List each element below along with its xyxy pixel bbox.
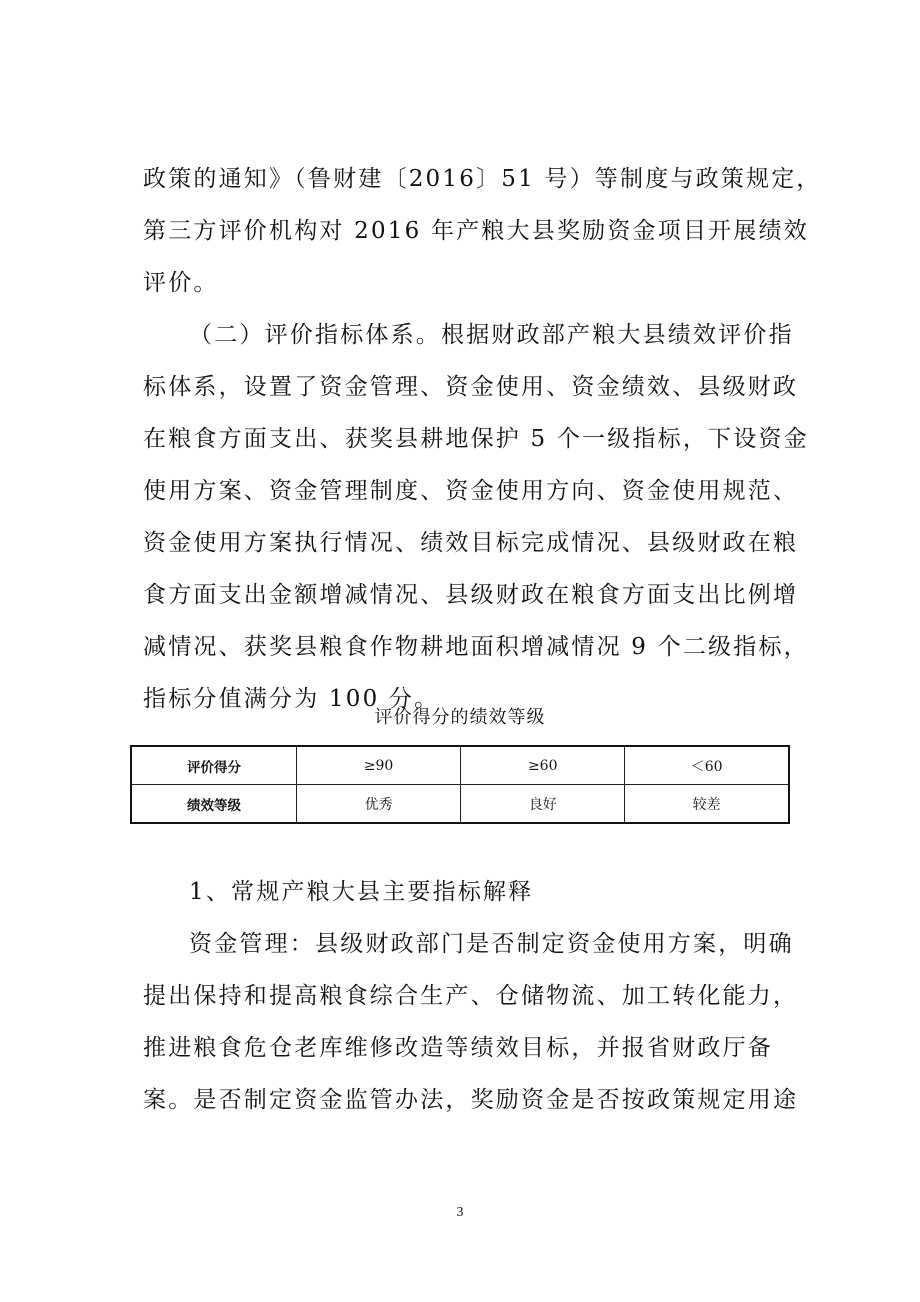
text-line: 评价。	[143, 270, 219, 296]
text-line: 案。是否制定资金监管办法，奖励资金是否按政策规定用途	[143, 1087, 799, 1113]
table-row-grade	[131, 785, 789, 824]
row-header-score: 评价得分	[131, 746, 297, 785]
body-text-lower	[143, 866, 799, 1126]
page-number: 3	[456, 1205, 464, 1220]
text-line: 政策的通知》（鲁财建〔2016〕51 号）等制度与政策规定，	[143, 166, 822, 192]
section-heading: 1、常规产粮大县主要指标解释	[189, 879, 534, 905]
table-cell: 良好	[461, 785, 625, 824]
table-cell: 优秀	[297, 785, 461, 824]
table-cell: ＜60	[625, 746, 789, 785]
table-cell: ≥90	[297, 746, 461, 785]
text-line: 食方面支出金额增减情况、县级财政在粮食方面支出比例增	[143, 582, 799, 608]
row-header-grade: 绩效等级	[131, 785, 297, 824]
text-line: 在粮食方面支出、获奖县耕地保护 5 个一级指标，下设资金	[143, 426, 809, 452]
table-row-score	[131, 746, 789, 785]
table-cell: ≥60	[461, 746, 625, 785]
text-line: 第三方评价机构对 2016 年产粮大县奖励资金项目开展绩效	[143, 218, 809, 244]
text-line: 标体系，设置了资金管理、资金使用、资金绩效、县级财政	[143, 374, 799, 400]
text-line: 资金管理：县级财政部门是否制定资金使用方案，明确	[189, 931, 794, 957]
table-cell: 较差	[625, 785, 789, 824]
text-line: 指标分值满分为 100 分。	[143, 686, 440, 712]
text-line: 使用方案、资金管理制度、资金使用方向、资金使用规范、	[143, 478, 799, 504]
text-line: 提出保持和提高粮食综合生产、仓储物流、加工转化能力，	[143, 983, 799, 1009]
grade-table	[130, 745, 790, 824]
text-line: 减情况、获奖县粮食作物耕地面积增减情况 9 个二级指标，	[143, 634, 809, 660]
text-line: （二）评价指标体系。根据财政部产粮大县绩效评价指	[189, 322, 794, 348]
text-line: 资金使用方案执行情况、绩效目标完成情况、县级财政在粮	[143, 530, 799, 556]
body-text-upper	[143, 153, 822, 725]
text-line: 推进粮食危仓老库维修改造等绩效目标，并报省财政厅备	[143, 1035, 773, 1061]
table-caption: 评价得分的绩效等级	[374, 707, 546, 728]
